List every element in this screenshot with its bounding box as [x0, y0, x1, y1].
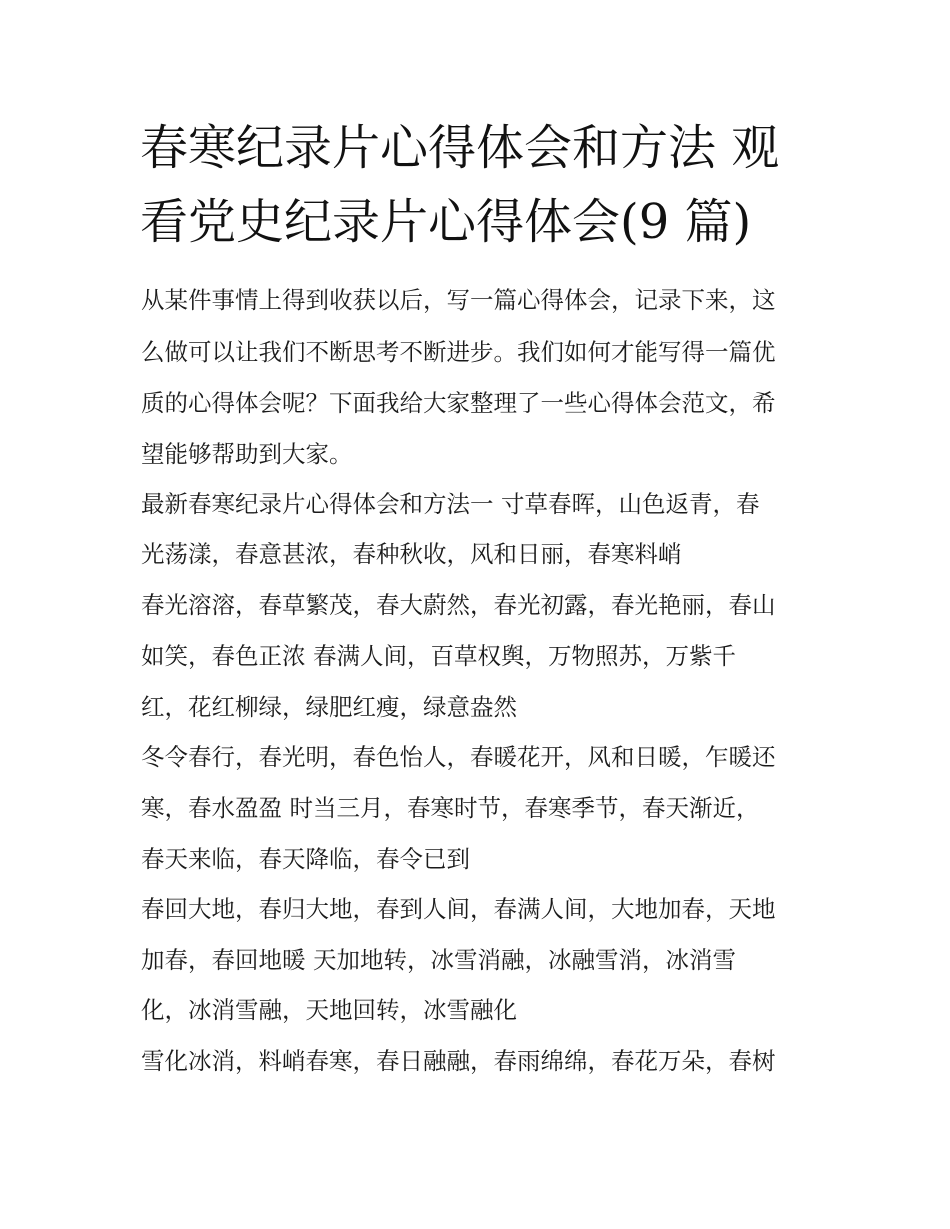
document-title-line-2: 看党史纪录片心得体会(9 篇): [140, 194, 752, 250]
body-line-10: 冬令春行，春光明，春色怡人，春暖花开，风和日暖，乍暖还: [141, 743, 776, 771]
body-line-1: 从某件事情上得到收获以后，写一篇心得体会，记录下来，这: [141, 286, 776, 314]
body-line-15: 化，冰消雪融，天地回转，冰雪融化: [141, 996, 517, 1024]
body-line-14: 加春，春回地暖 天加地转，冰雪消融，冰融雪消，冰消雪: [141, 946, 736, 974]
body-line-11: 寒，春水盈盈 时当三月，春寒时节，春寒季节，春天渐近，: [141, 794, 760, 822]
body-line-13: 春回大地，春归大地，春到人间，春满人间，大地加春，天地: [141, 895, 776, 923]
body-line-2: 么做可以让我们不断思考不断进步。我们如何才能写得一篇优: [141, 338, 776, 366]
body-line-3: 质的心得体会呢？下面我给大家整理了一些心得体会范文，希: [141, 389, 776, 417]
body-line-12: 春天来临，春天降临，春令已到: [141, 845, 470, 873]
body-line-4: 望能够帮助到大家。: [141, 440, 353, 468]
body-line-16: 雪化冰消，料峭春寒，春日融融，春雨绵绵，春花万朵，春树: [141, 1047, 776, 1075]
body-line-6: 光荡漾，春意甚浓，春种秋收，风和日丽，春寒料峭: [141, 540, 682, 568]
body-line-7: 春光溶溶，春草繁茂，春大蔚然，春光初露，春光艳丽，春山: [141, 591, 776, 619]
body-line-8: 如笑，春色正浓 春满人间，百草权舆，万物照苏，万紫千: [141, 642, 736, 670]
body-line-9: 红，花红柳绿，绿肥红瘦，绿意盎然: [141, 693, 517, 721]
document-title-line-1: 春寒纪录片心得体会和方法 观: [140, 120, 780, 176]
body-line-5: 最新春寒纪录片心得体会和方法一 寸草春晖，山色返青，春: [141, 490, 760, 518]
